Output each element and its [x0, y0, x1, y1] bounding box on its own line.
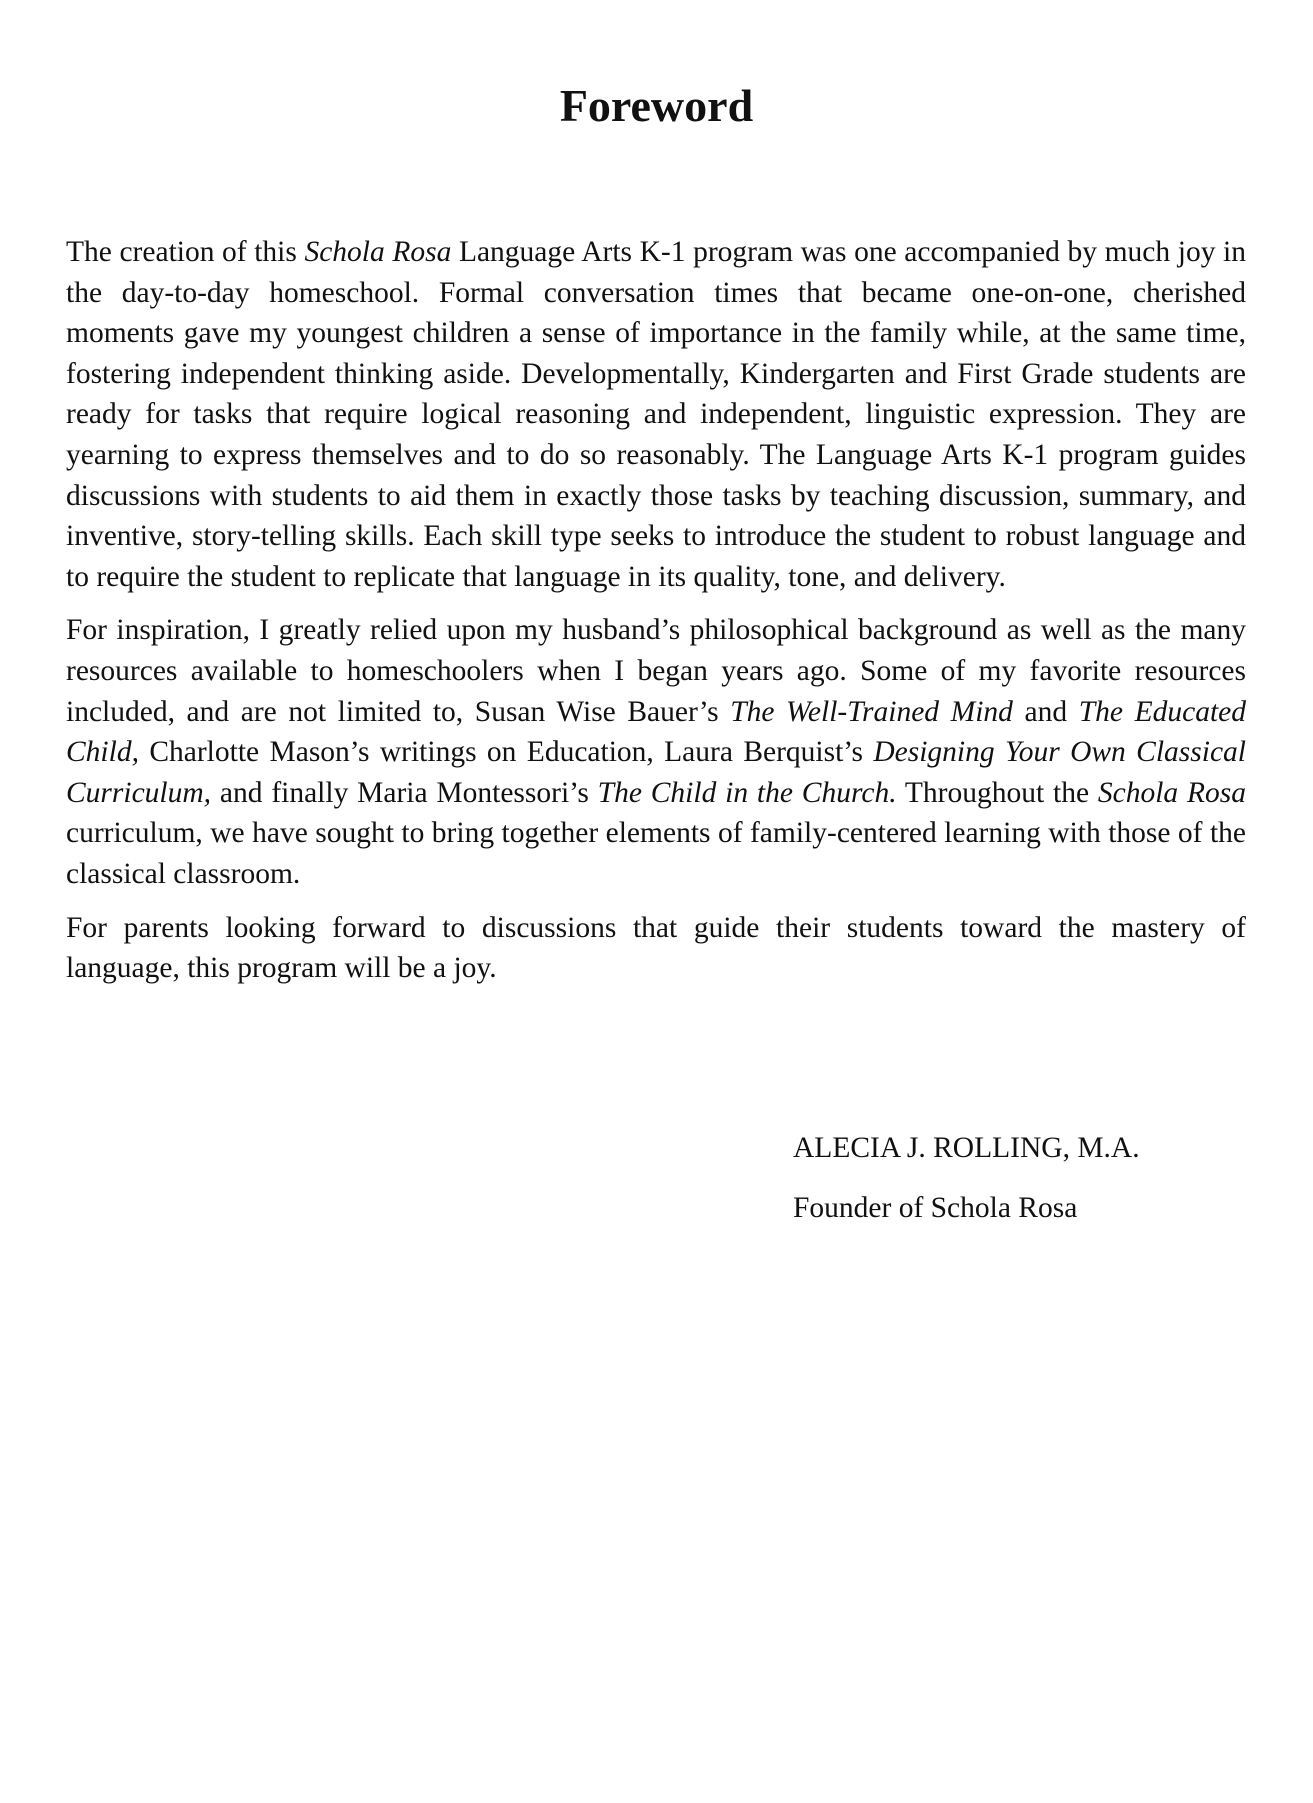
paragraph-3: For parents looking forward to discussions that guide their students toward the mastery of language, this program will be a joy. — [66, 911, 1246, 985]
author-role: Founder of Schola Rosa — [793, 1192, 1078, 1224]
foreword-body — [66, 232, 1246, 1002]
signature-block — [793, 1128, 1140, 1248]
italic-title: The Child in the Church. — [597, 776, 897, 809]
italic-title: The Well-Trained Mind — [730, 695, 1013, 728]
paragraph-2: For inspiration, I greatly relied upon my husband’s philosophical background as well as the many resources available to homeschoolers when I began years ago. Some of my favorite resources included, and are not limited to, Susan Wise Bauer’s The Well-Trained Mind and The Educated Child, Charlotte Mason’s writings on Education, Laura Berquist’s Designing Your Own Classical Curriculum, and finally Maria Montessori’s The Child in the Church. Throughout the Schola Rosa curriculum, we have sought to bring together elements of family-centered learning with those of the classical classroom. — [66, 614, 1246, 890]
page-title: Foreword — [559, 80, 754, 131]
italic-title: Schola Rosa — [1097, 776, 1246, 809]
italic-title: The Educated Child, — [66, 695, 1246, 769]
author-name: ALECIA J. ROLLING, M.A. — [793, 1132, 1140, 1164]
paragraph-1: The creation of this Schola Rosa Language Arts K-1 program was one accompanied by much joy in the day-to-day homeschool. Formal conversation times that became one-on-one, cherished moments gave my youngest children a sense of importance in the family while, at the same time, fostering independent thinking aside. Developmentally, Kindergarten and First Grade students are ready for tasks that require logical reasoning and independent, linguistic expression. They are yearning to express themselves and to do so reasonably. The Language Arts K-1 program guides discussions with students to aid them in exactly those tasks by teaching discussion, summary, and inventive, story-telling skills. Each skill type seeks to introduce the student to robust language and to require the student to replicate that language in its quality, tone, and delivery. — [66, 236, 1246, 593]
italic-title: Schola Rosa — [304, 236, 452, 268]
italic-title: Designing Your Own Classical Curriculum, — [66, 736, 1246, 809]
